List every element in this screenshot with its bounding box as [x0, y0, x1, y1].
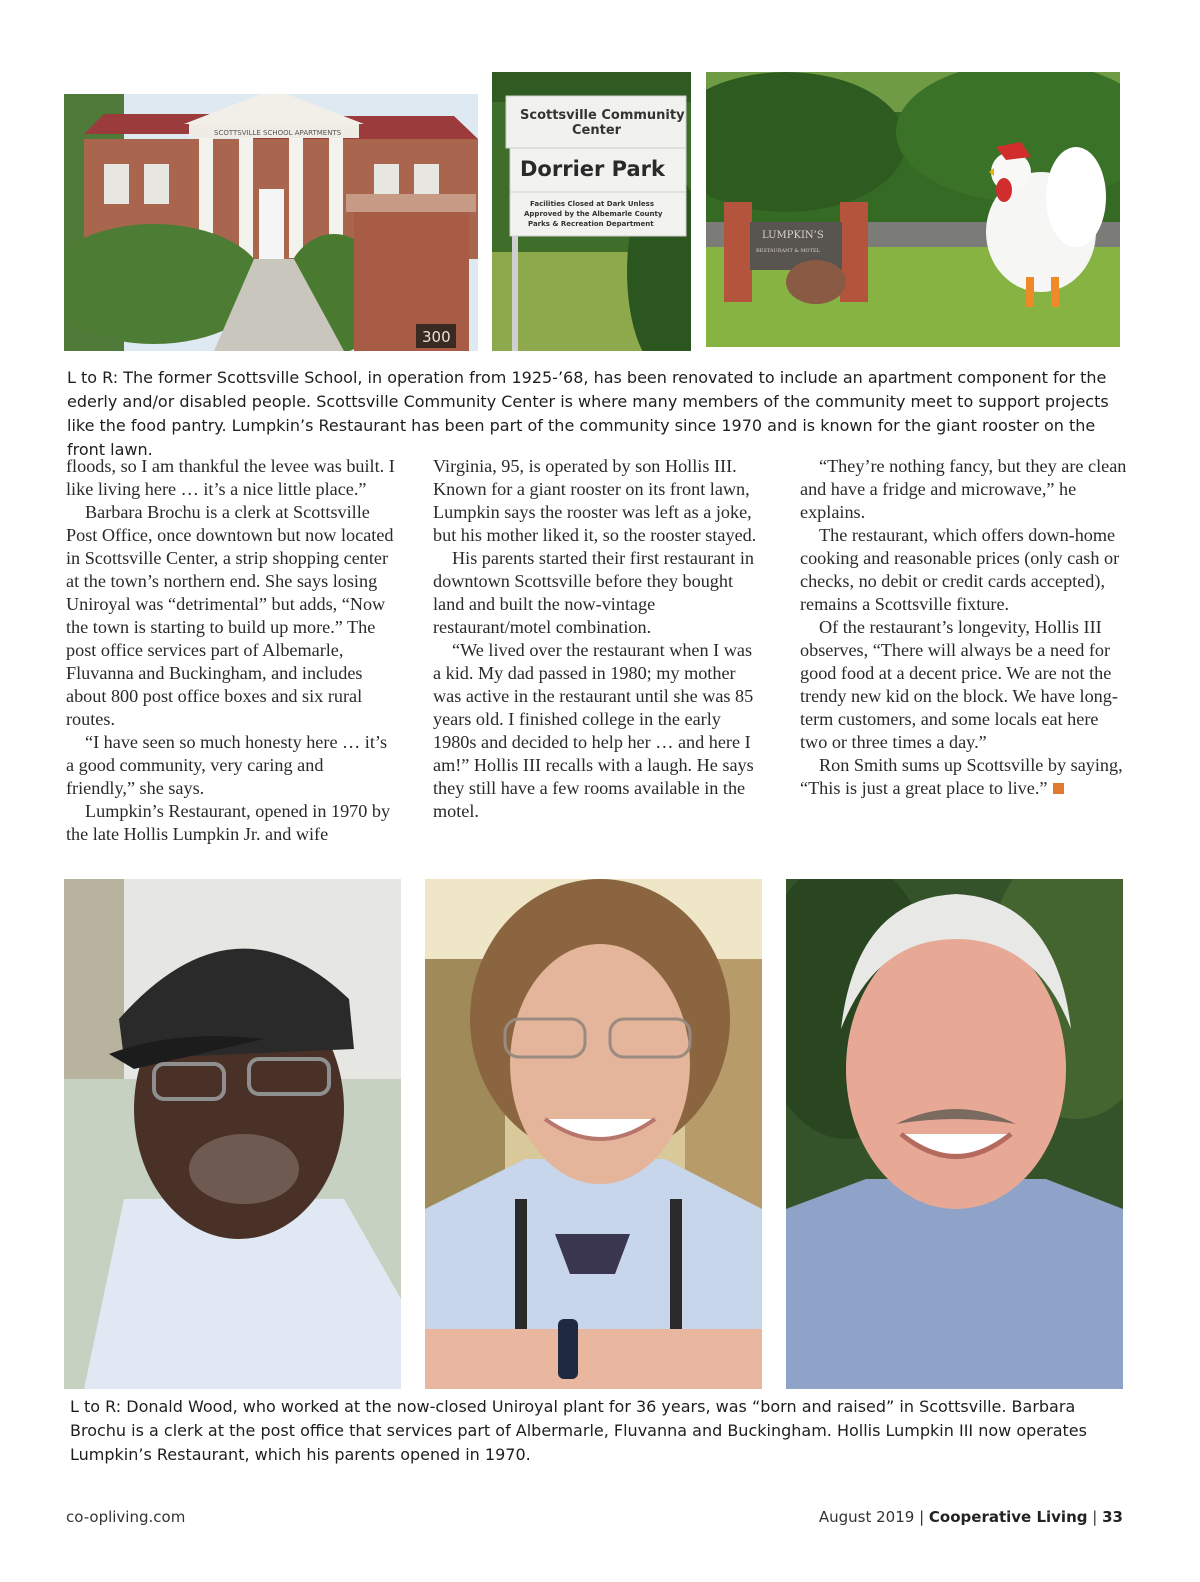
article-column-3 — [800, 455, 1130, 800]
photo-scottsville-school — [64, 94, 478, 351]
top-photo-caption: L to R: The former Scottsville School, in operation from 1925-’68, has been renovated to include an apartment component for the ederly and/or disabled people. Scottsville Community Center is where many members of the community meet to support projects like the food pantry. Lumpkin’s Restaurant has been part of the community since 1970 and is known for the giant rooster on the front lawn. — [67, 368, 1109, 459]
school-sign-text: SCOTTSVILLE SCHOOL APARTMENTS — [214, 129, 342, 137]
column-1-paragraph: Lumpkin’s Restaurant, opened in 1970 by the late Hollis Lumpkin Jr. and wife — [66, 801, 391, 844]
park-sign-notice-1: Facilities Closed at Dark Unless — [530, 200, 654, 208]
column-2-paragraph: “We lived over the restaurant when I was a kid. My dad passed in 1980; my mother was active in the restaurant until she was 85 years old. I finished college in the early 1980s and decided to help her … and here I am!” Hollis III recalls with a laugh. He says they still have a few rooms available in the motel. — [433, 640, 754, 821]
park-sign-line1: Scottsville Community — [520, 108, 685, 123]
article-column-2 — [433, 455, 763, 823]
restaurant-sign-line2: RESTAURANT & MOTEL — [756, 248, 820, 254]
park-sign-notice-2: Approved by the Albemarle County — [524, 210, 663, 218]
footer-separator: | — [1092, 1508, 1098, 1526]
column-2-paragraph: His parents started their first restaurant in downtown Scottsville before they bought land and built the now-vintage restaurant/motel combination. — [433, 548, 755, 637]
column-1-paragraph: floods, so I am thankful the levee was built. I like living here … it’s a nice little place.” — [66, 456, 395, 499]
park-sign-title: Dorrier Park — [520, 157, 666, 181]
photo-dorrier-park-sign — [492, 72, 691, 351]
footer-website[interactable]: co-opliving.com — [66, 1508, 186, 1526]
column-3-paragraph: Of the restaurant’s longevity, Hollis III observes, “There will always be a need for good food at a decent price. We are not the trendy new kid on the block. We have long-term customers, and some locals eat here two or three times a day.” — [800, 617, 1118, 752]
photo-barbara-brochu — [425, 879, 762, 1389]
bottom-photo-caption: L to R: Donald Wood, who worked at the now-closed Uniroyal plant for 36 years, was “born and raised” in Scottsville. Barbara Brochu is a clerk at the post office that services part of Albermarle, Fluvanna and Buckingham. Hollis Lumpkin III now operates Lumpkin’s Restaurant, which his parents opened in 1970. — [70, 1397, 1087, 1464]
footer-issue-info — [819, 1508, 1123, 1526]
photo-donald-wood — [64, 879, 401, 1389]
page-number: 33 — [1102, 1508, 1123, 1526]
column-3-final-paragraph — [800, 754, 1130, 800]
restaurant-sign-line1: LUMPKIN’S — [762, 230, 824, 241]
footer-separator: | — [919, 1508, 925, 1526]
photo-lumpkins-rooster — [706, 72, 1120, 347]
footer-magazine-name: Cooperative Living — [928, 1508, 1088, 1526]
column-1-paragraph: “I have seen so much honesty here … it’s a good community, very caring and friendly,” she says. — [66, 732, 388, 798]
column-3-paragraph: “They’re nothing fancy, but they are clean and have a fridge and microwave,” he explains. — [800, 456, 1127, 522]
column-3-final-text: Ron Smith sums up Scottsville by saying, “This is just a great place to live.” — [800, 755, 1123, 798]
article-end-mark — [1053, 783, 1064, 794]
article-column-1 — [66, 455, 396, 846]
park-sign-line2: Center — [572, 123, 622, 138]
school-address-number: 300 — [422, 328, 451, 346]
footer-issue-date: August 2019 — [818, 1508, 915, 1526]
park-sign-notice-3: Parks & Recreation Department — [528, 220, 654, 228]
column-2-paragraph: Virginia, 95, is operated by son Hollis III. Known for a giant rooster on its front lawn, Lumpkin says the rooster was left as a joke, but his mother liked it, so the rooster stayed. — [433, 456, 757, 545]
photo-hollis-lumpkin — [786, 879, 1123, 1389]
column-3-paragraph: The restaurant, which offers down-home cooking and reasonable prices (only cash or checks, no debit or credit cards accepted), remains a Scottsville fixture. — [800, 525, 1120, 614]
column-1-paragraph: Barbara Brochu is a clerk at Scottsville Post Office, once downtown but now located in Scottsville Center, a strip shopping center at the town’s northern end. She says losing Uniroyal was “detrimental” but adds, “Now the town is starting to build up more.” The post office services part of Albemarle, Fluvanna and Buckingham, and includes about 800 post office boxes and six rural routes. — [66, 502, 394, 729]
